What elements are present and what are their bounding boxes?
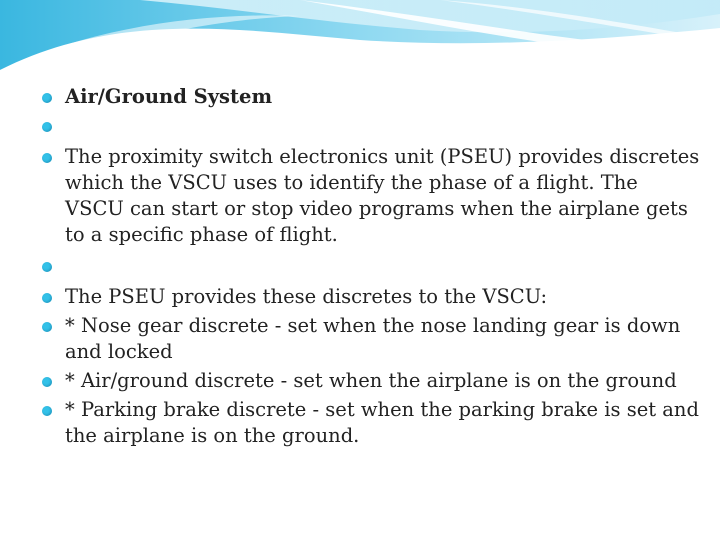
bullet-text: The proximity switch electronics unit (PSEU) provides discretes which the VSCU uses to identify the phase of a flight. The VSCU can start or stop video programs when the airplane gets to a specific phase of flight.	[65, 145, 700, 246]
bullet-item-title	[40, 84, 700, 110]
bullet-text: The PSEU provides these discretes to the VSCU:	[65, 285, 548, 308]
bullet-text: * Air/ground discrete - set when the airplane is on the ground	[65, 369, 677, 392]
bullet-item-nose-gear	[40, 313, 700, 365]
bullet-list	[40, 84, 700, 452]
bullet-dot-icon	[42, 262, 52, 272]
bullet-dot-icon	[42, 377, 52, 387]
bullet-text: * Parking brake discrete - set when the parking brake is set and the airplane is on the ground.	[65, 398, 699, 447]
bullet-dot-icon	[42, 406, 52, 416]
bullet-dot-icon	[42, 153, 52, 163]
bullet-item-discretes-intro	[40, 284, 700, 310]
bullet-item-parking-brake	[40, 397, 700, 449]
bullet-item-pseu-description	[40, 144, 700, 248]
bullet-item-air-ground	[40, 368, 700, 394]
bullet-text: * Nose gear discrete - set when the nose landing gear is down and locked	[65, 314, 681, 363]
bullet-item-empty	[40, 113, 700, 139]
bullet-item-empty	[40, 253, 700, 279]
bullet-dot-icon	[42, 93, 52, 103]
bullet-dot-icon	[42, 293, 52, 303]
bullet-dot-icon	[42, 122, 52, 132]
header-wave-decoration	[0, 0, 720, 80]
bullet-dot-icon	[42, 322, 52, 332]
slide-title: Air/Ground System	[65, 85, 273, 108]
